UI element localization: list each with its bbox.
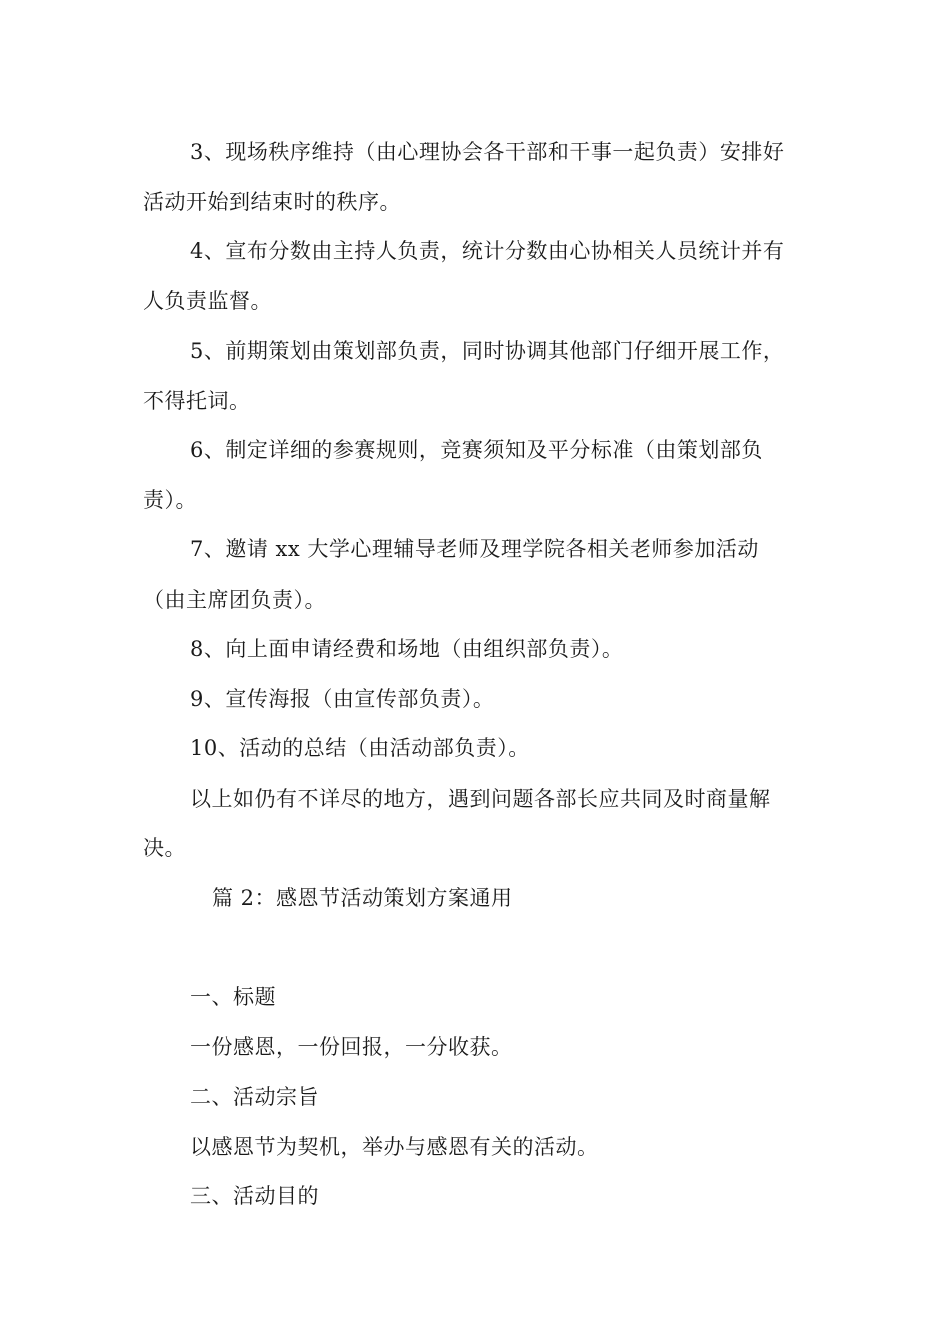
section-title: 篇 2：感恩节活动策划方案通用 bbox=[212, 886, 513, 910]
paragraph-line: 4、宣布分数由主持人负责，统计分数由心协相关人员统计并有 bbox=[190, 239, 785, 263]
section-line: 一份感恩，一份回报，一分收获。 bbox=[190, 1035, 513, 1059]
paragraph-line: 5、前期策划由策划部负责，同时协调其他部门仔细开展工作， bbox=[190, 339, 785, 363]
paragraph-line: 决。 bbox=[143, 836, 186, 860]
section-line: 二、活动宗旨 bbox=[190, 1085, 319, 1109]
paragraph-line: 9、宣传海报（由宣传部负责）。 bbox=[190, 687, 495, 711]
paragraph-line: 责）。 bbox=[143, 488, 197, 512]
paragraph-line: 活动开始到结束时的秩序。 bbox=[143, 190, 401, 214]
section-line: 以感恩节为契机，举办与感恩有关的活动。 bbox=[190, 1135, 599, 1159]
paragraph-line: （由主席团负责）。 bbox=[143, 588, 326, 612]
paragraph-line: 不得托词。 bbox=[143, 389, 251, 413]
paragraph-line: 8、向上面申请经费和场地（由组织部负责）。 bbox=[190, 637, 624, 661]
paragraph-line: 人负责监督。 bbox=[143, 289, 272, 313]
section-line: 三、活动目的 bbox=[190, 1184, 319, 1208]
paragraph-line: 3、现场秩序维持（由心理协会各干部和干事一起负责）安排好 bbox=[190, 140, 785, 164]
paragraph-line: 7、邀请 xx 大学心理辅导老师及理学院各相关老师参加活动 bbox=[190, 537, 759, 561]
paragraph-line: 10、活动的总结（由活动部负责）。 bbox=[190, 736, 530, 760]
paragraph-line: 以上如仍有不详尽的地方，遇到问题各部长应共同及时商量解 bbox=[190, 787, 771, 811]
paragraph-line: 6、制定详细的参赛规则，竞赛须知及平分标准（由策划部负 bbox=[190, 438, 763, 462]
section-line: 一、标题 bbox=[190, 985, 276, 1009]
